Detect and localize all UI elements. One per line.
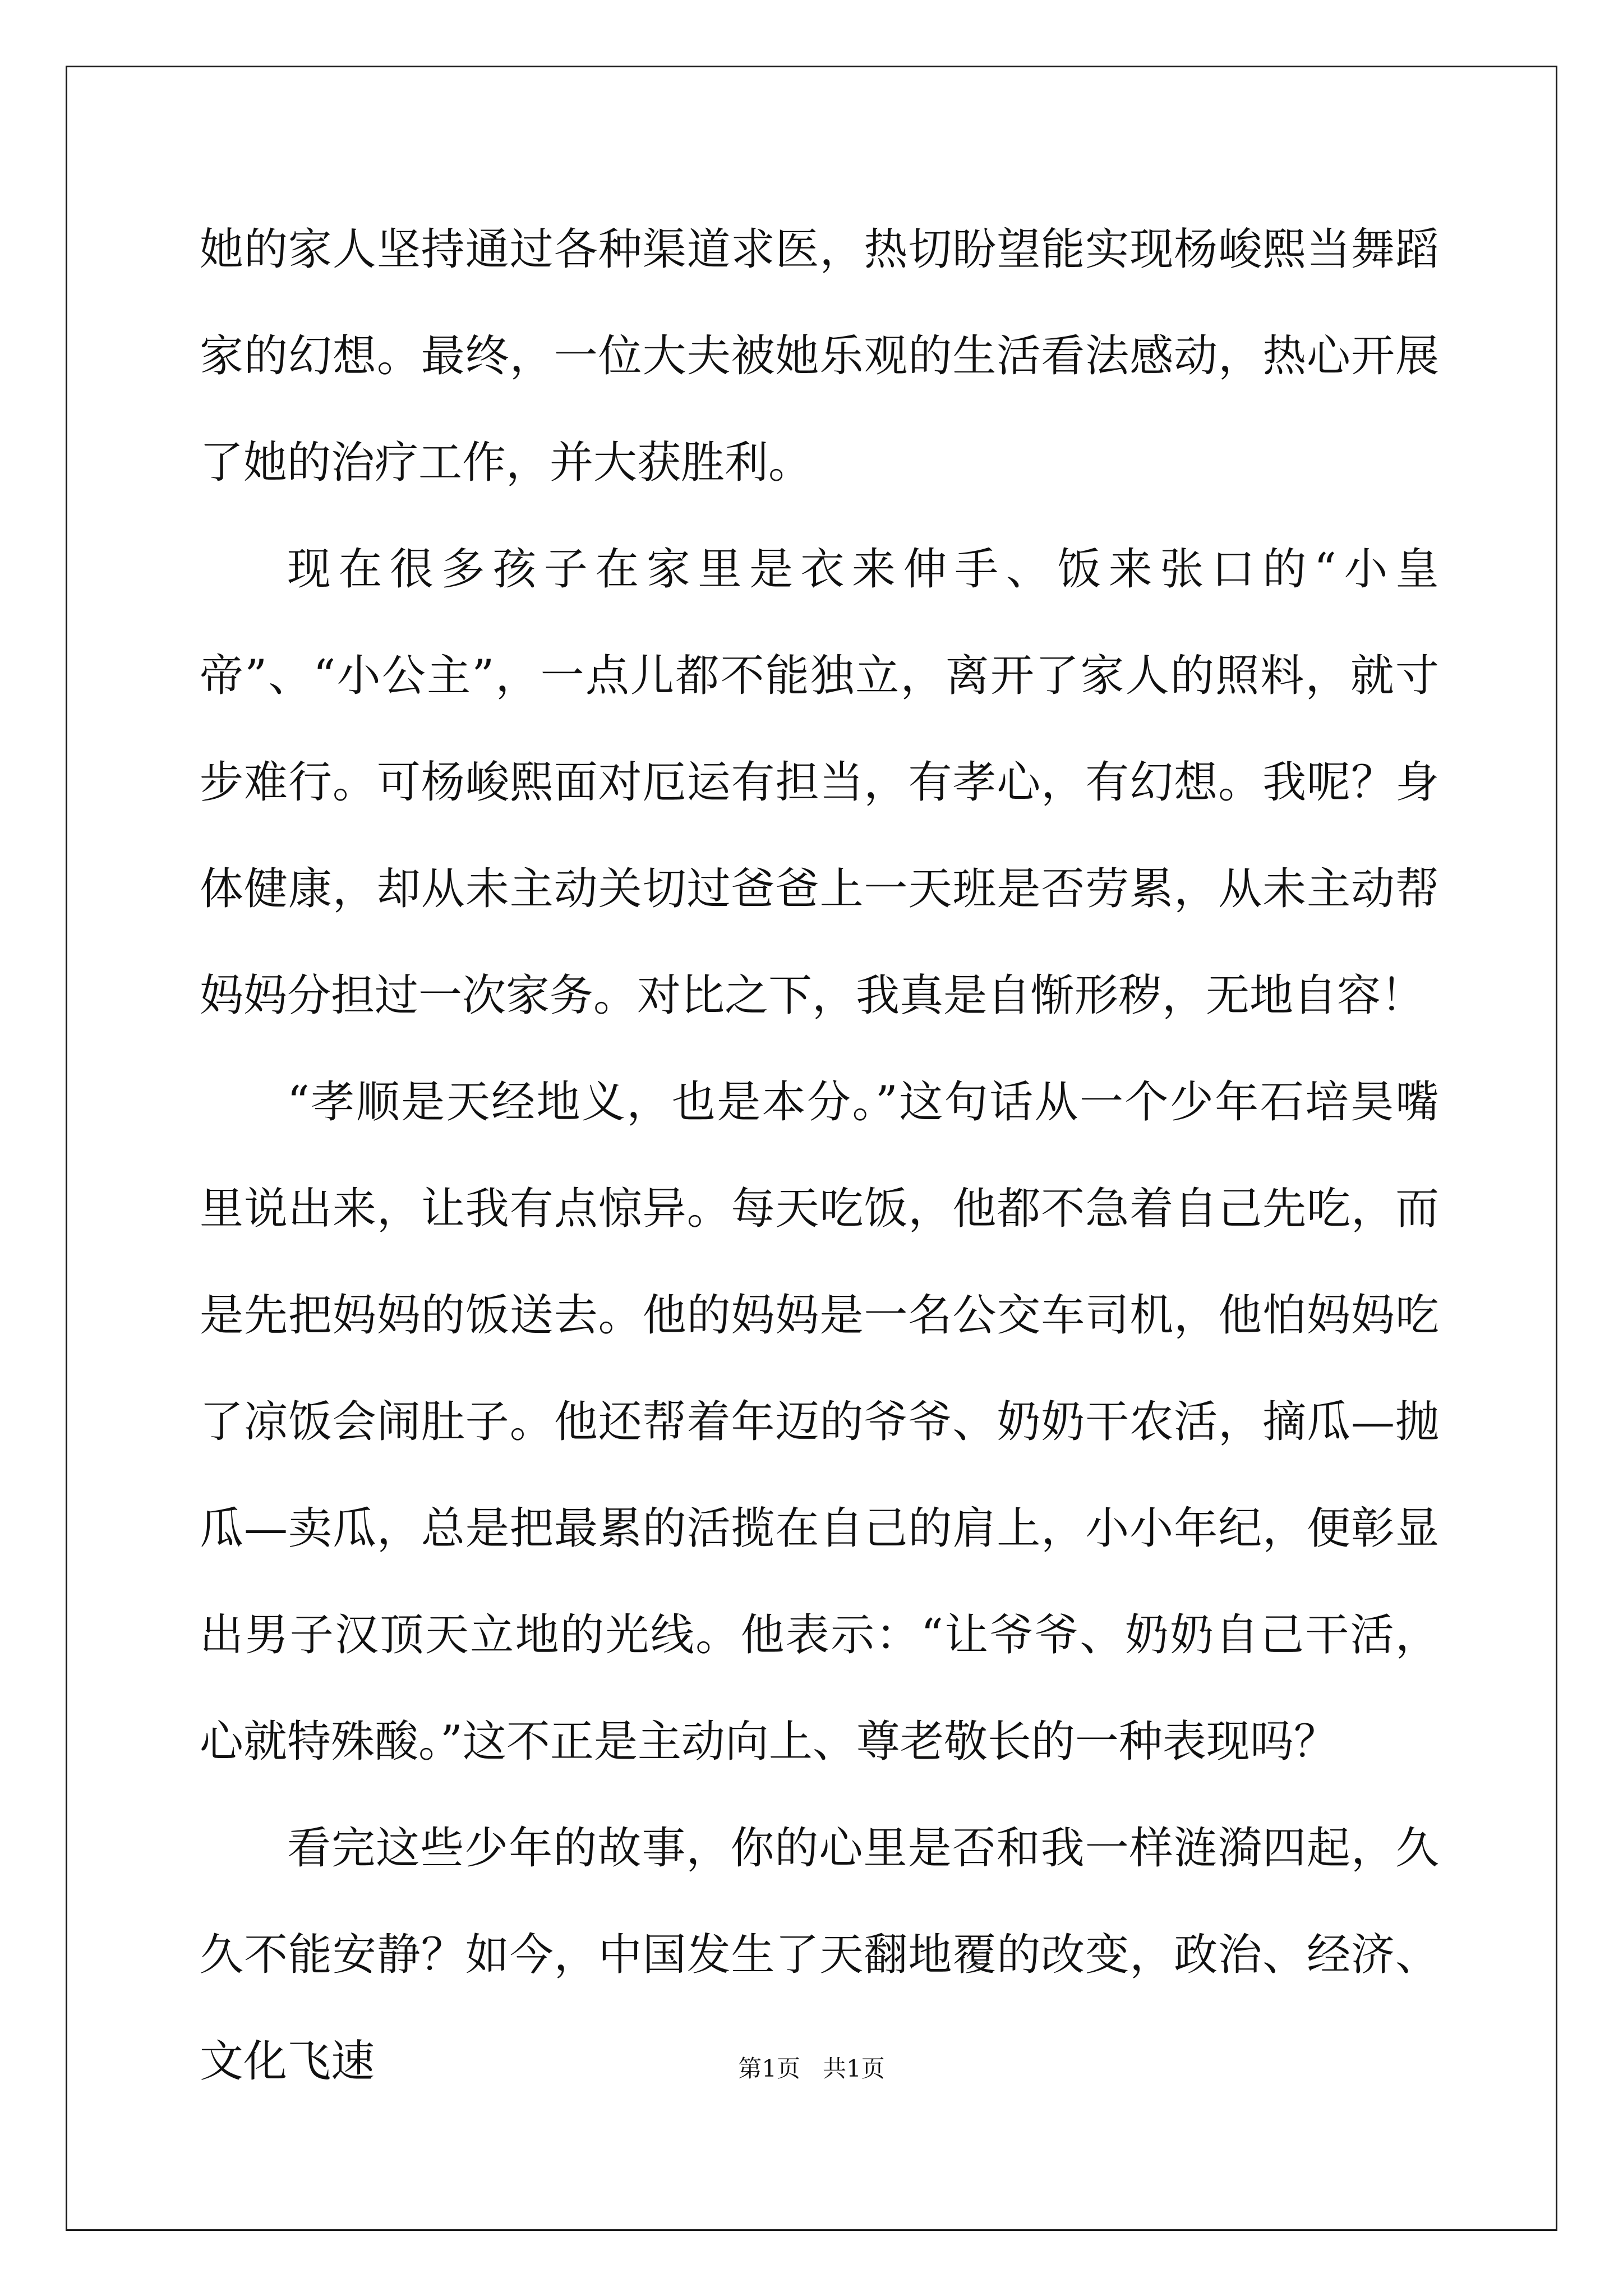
paragraph-4: 看完这些少年的故事，你的心里是否和我一样涟漪四起，久久不能安静？如今，中国发生了天翻地覆的改变，政治、经济、文化飞速 — [200, 1823, 1439, 2087]
paragraph-2: 现在很多孩子在家里是衣来伸手、饭来张口的“小皇帝”、“小公主”，一点儿都不能独立，离开了家人的照料，就寸步难行。可杨峻熙面对厄运有担当，有孝心，有幻想。我呢？身体健康，却从未主动关切过爸爸上一天班是否劳累，从未主动帮妈妈分担过一次家务。对比之下，我真是自惭形秽，无地自容！ — [200, 544, 1439, 1021]
paragraph-1: 她的家人坚持通过各种渠道求医，热切盼望能实现杨峻熙当舞蹈家的幻想。最终，一位大夫被她乐观的生活看法感动，热心开展了她的治疗工作，并大获胜利。 — [200, 224, 1439, 488]
paragraph-3: “孝顺是天经地义，也是本分。”这句话从一个少年石培昊嘴里说出来，让我有点惊异。每天吃饭，他都不急着自己先吃，而是先把妈妈的饭送去。他的妈妈是一名公交车司机，他怕妈妈吃了凉饭会闹肚子。他还帮着年迈的爷爷、奶奶干农活，摘瓜—抛瓜—卖瓜，总是把最累的活揽在自己的肩上，小小年纪，便彰显出男子汉顶天立地的光线。他表示：“让爷爷、奶奶自己干活，心就特殊酸。”这不正是主动向上、尊老敬长的一种表现吗？ — [200, 1077, 1439, 1767]
page-number-footer: 第1页 共1页 — [738, 2055, 885, 2082]
document-body — [200, 196, 1439, 2115]
